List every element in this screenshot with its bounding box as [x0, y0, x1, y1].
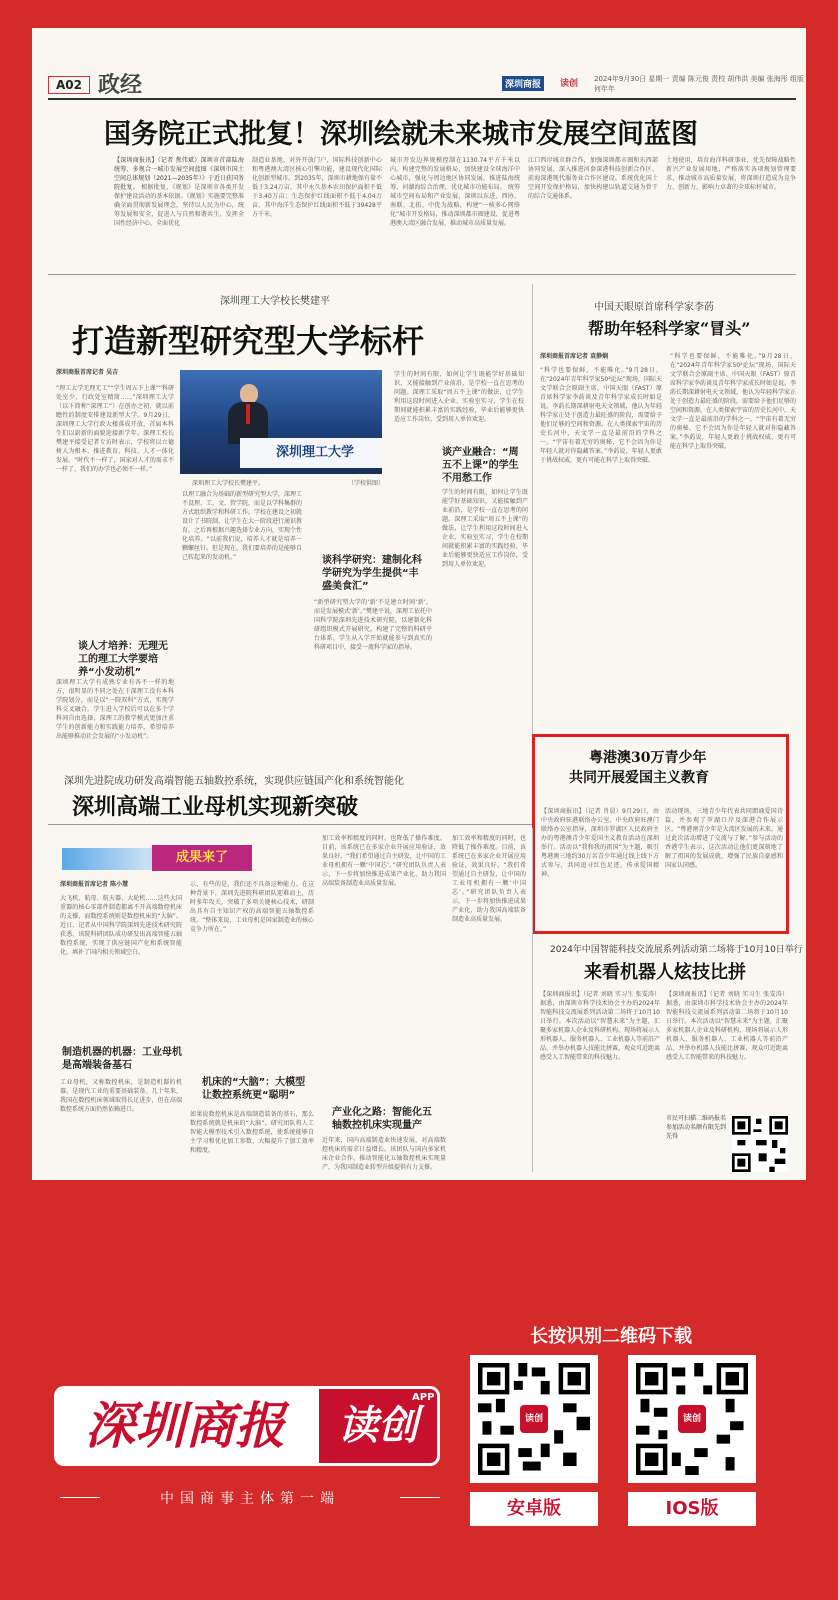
article2-body-left: “理工大学无理无工”“学生周五下上课”“科研处室少、行政处室精简……”深圳理工大学（以下简称“深理工”）在创办之初，就以前瞻性的制度安排建设新型大学。9月29日，深圳理工大学行政大楼落成开放，首届本科生们以崭新的面貌迎接新学年。深理工校长樊建平接受记者专访时表示，学校将以立德树人为根本，推进教育、科技、人才一体化发展。“时代不一样了，国家对人才的需求不一样了，我们的办学也必须不一样。” — [56, 385, 174, 473]
divider — [532, 284, 533, 736]
article6-qr-note: 市民可扫描二维码报名参加活动名额有限先到先得 — [666, 1115, 726, 1140]
article1-paragraph: 城市开发边界规模控制在1130.74平方千米以内。构建完整的发展格局，加快建设全球海洋中心城市，强化与周边地区协同发展，推进陆海统筹、河湖海综合治理，优化城市功能布局。 — [390, 157, 520, 191]
slogan-rule-right — [400, 1497, 440, 1498]
divider — [48, 824, 532, 825]
article2-body-left2: 深圳理工大学有成熟专业有各不一样的地方，很明显的不同之处在于深理工没有本科学院划分，而是以“一院双科”方式，实现学科交叉融合。学生进入学校后可以在多个学科间自由选择，深理工的教学模式更加注重学生的创新能力和实践能力培养，希望培养出能够推动社会发展的“小发动机”。 — [56, 679, 174, 740]
masthead-logo: 深圳商报 — [502, 76, 544, 91]
article3-reporter: 深圳商报首席记者 袁静娴 — [540, 353, 609, 360]
dateline: 2024年9月30日 星期一 责编 陈元俊 责校 胡伟洪 美编 张海彤 组版 何年年 — [594, 75, 804, 93]
article5-body-far-right: 加工效率和精度的同时，也降低了操作难度。目前，该系统已在多家企业开展应用验证，效果良好。“我们希望通过自主研发，让中国的工业母机拥有一颗‘中国芯’。”研究团队负责人表示，下一步将加快推进成果产业化，助力我国高端装备制造业高质量发展。 — [452, 835, 526, 923]
masthead-logo-app: 读创 — [560, 79, 579, 89]
article1-col3 — [390, 156, 520, 262]
article3-kicker: 中国天眼原首席科学家李菂 — [594, 302, 714, 313]
article5-headline: 深圳高端工业母机实现新突破 — [72, 794, 359, 820]
article2-body-mid2: “新型研究型大学的‘新’不是建立时间‘新’，而是发展模式‘新’。”樊建平说，深理工依托中国科学院深圳先进技术研究院，以建制化科研组织模式开展研究，构建了完整的科研平台体系。学生从入学开始就能参与到真实的科研项目中，接受一流科学家的指导。 — [314, 599, 432, 651]
photo-president — [180, 370, 382, 474]
article1-paragraph: 【深圳商报讯】（记者 焦伟斌）深圳市首部陆海统筹、多规合一城市发展空间蓝图《深圳市国土空间总体规划（2021—2035年）》于近日获国务院批复。 — [114, 157, 244, 191]
logo-app-name: 读创 — [316, 1386, 440, 1466]
article2-body-right: 学生的时间有限，如何让学生既能学好基础知识，又能接触到产业前沿，是学校一直在思考的问题。深理工采取“周五不上课”的做法，让学生利用这段时间进入企业、实验室实习，学生在校期间就能积累丰富的实践经验，毕业后能够更快适应工作岗位，受到用人单位欢迎。 — [442, 489, 528, 568]
article6-kicker: 2024年中国智能科技交流展系列活动第二场将于10月10日举行 — [550, 945, 803, 955]
photo-caption: 深圳理工大学校长樊建平。 — [192, 480, 265, 487]
slogan: 中国商事主体第一端 — [160, 1491, 340, 1507]
page-header — [32, 28, 806, 98]
article5-body-mid2: 如果说数控机床是高端制造装备的基石，那么数控系统就是机床的“大脑”。研究团队将人工智能大模型技术引入数控系统，使系统能够自主学习和优化加工参数，大幅提升了加工效率和精度。 — [190, 1111, 314, 1154]
header-rule — [48, 98, 796, 100]
page-number: A02 — [48, 76, 90, 94]
article2-subhead-industry: 谈产业融合：“周五不上课”的学生不用愁工作 — [442, 447, 519, 484]
article4-headline-2: 共同开展爱国主义教育 — [569, 770, 709, 786]
article6-headline: 来看机器人炫技比拼 — [584, 962, 746, 983]
ios-qr-code[interactable] — [628, 1355, 756, 1483]
article4-body-right: 活动现场，三地青少年代表共同朗诵爱国诗篇，并参观了罗湖口岸及深港合作展示区。“粤港澳青少年是大湾区发展的未来，通过此次活动增进了交流与了解。”参与活动的香港学生表示，这次活动让他们更深刻地了解了祖国的发展成就，增强了民族自豪感和国家认同感。 — [665, 808, 783, 869]
divider — [48, 274, 796, 275]
android-qr-code[interactable] — [470, 1355, 598, 1483]
article5-subhead-industrialization: 产业化之路：智能化五轴数控机床实现量产 — [332, 1107, 432, 1131]
ios-label[interactable]: IOS版 — [628, 1492, 756, 1526]
article5-body-left2: 工业母机，又称数控机床，是制造机器的机器，是现代工业的重要基础装备。几十年来，我国在数控机床领域取得长足进步，但在高端数控系统方面仍然依赖进口。 — [60, 1079, 182, 1113]
article1-col2: 制造业基地、对外开放门户、国际科技创新中心和粤港澳大湾区核心引擎功能，建设现代化国际化创新型城市。到2035年，深圳市耕地保有量不低于3.24万亩，其中永久基本农田保护面积不低于3.40万亩；生态保护红线面积不低于4.04万亩，其中海洋生态保护红线面积不低于39428平方千米。 — [252, 157, 382, 218]
qr-badge: 读创 — [678, 1405, 706, 1433]
article5-subhead-mother-machine: 制造机器的机器：工业母机是高端装备基石 — [62, 1047, 182, 1071]
article2-headline: 打造新型研究型大学标杆 — [72, 322, 425, 360]
qr-pattern-icon — [732, 1116, 788, 1172]
article2-body-right-top: 学生的时间有限，如何让学生既能学好基础知识，又能接触到产业前沿，是学校一直在思考的问题。深理工采取“周五不上课”的做法，让学生利用这段时间进入企业、实验室实习，学生在校期间就能积累丰富的实践经验，毕业后能够更快适应工作岗位，受到用人单位欢迎。 — [394, 371, 524, 423]
article5-subhead-brain: 机床的“大脑”：大模型让数控系统更“聪明” — [202, 1077, 306, 1101]
article5-body-mid: 示，有些的是，我们还不具备这种能力。在这种背景下，深圳先进院科研团队迎难而上，历时多年攻关，突破了多项关键核心技术，研制出具有自主知识产权的高端智能五轴数控系统。“整体来说，工业母机是国家制造业的核心竞争力所在。” — [190, 881, 314, 933]
photo-credit: （学校供图） — [348, 480, 385, 487]
article5-reporter: 深圳商报首席记者 陈小慧 — [60, 881, 129, 888]
article1-headline: 国务院正式批复！深圳绘就未来城市发展空间蓝图 — [104, 119, 698, 150]
article2-reporter: 深圳商报首席记者 吴吉 — [56, 369, 119, 376]
article2-subhead-talent: 谈人才培养：无理无工的理工大学要培养“小发动机” — [78, 641, 168, 678]
article2-body-mid: 以理工融合为基础的新型研究型大学，深理工不设理、工、文、管学院，而是以学科集群的方式组织教学和科研工作。学校在建设之初就设计了书院制，让学生在大一阶段进行通识教育，之后再根据兴趣选择专业方向，实现个性化培养。“以前我们说，培养人才就是培养一颗螺丝钉。但是现在，我们要培养的是能够自己转起来的发动机。” — [182, 491, 302, 561]
article6-body-left: 【深圳商报讯】（记者 刘晓 实习生 张雯涛）据悉，由深圳市科学技术协会主办的2024年智能科技交流展系列活动第二场将于10月10日举行。本次活动以“智慧未来”为主题，汇聚多家机器人企业及科研机构，现场将展示人形机器人、服务机器人、工业机器人等前沿产品，并举办机器人技能比拼赛，观众可近距离感受人工智能带来的科技魅力。 — [540, 991, 660, 1061]
article5-kicker: 深圳先进院成功研发高端智能五轴数控系统，实现供应链国产化和系统智能化 — [64, 776, 404, 787]
article1-col5: 土地使用，培育海洋科研事业，优先保障战略性新兴产业发展用地，严格落实各项规划管理要求，推动城市高质量发展，将深圳打造成为竞争力、创新力、影响力卓著的全球标杆城市。 — [666, 157, 796, 191]
article4-headline-1: 粤港澳30万青少年 — [589, 750, 707, 766]
logo-app-tag: APP — [412, 1392, 435, 1403]
article5-body-right2: 近年来，国内高端制造业快速发展，对高端数控机床的需求日益增长。该团队与国内多家机床企业合作，推动智能化五轴数控机床实现量产，为我国制造业转型升级提供有力支撑。 — [322, 1137, 446, 1171]
photo-sign: 深圳理工大学 — [240, 438, 382, 468]
article3-body-left: “科学也要保鲜，不能唯化。”9月28日，在“2024年青年科学家50²论坛”现场，国际天文学联合会原副主席、中国天眼（FAST）原首席科学家李菂谈及青年科学家成长时如是说。李菂长期深耕射电天文领域，他认为年轻科学家正处于创造力最旺盛的阶段，需要给予他们足够的空间和资源。在人类探索宇宙的历史长河中，天文学一直是最前沿的学科之一。“宇宙有着无穷的奥秘，它不会因为你是年轻人就对你隐藏答案。”李菂说，年轻人更敢于挑战权威，更有可能在科学上取得突破。 — [540, 367, 662, 464]
person-figure — [228, 384, 268, 444]
article4-body-left: 【深圳商报讯】（记者 肖晨）9月29日，由中央政府驻港联络办公室、中央政府驻澳门联络办公室指导，深圳市罗湖区人民政府主办的粤港澳青少年爱国主义教育活动在深圳举行。活动以“我和我的祖国”为主题，吸引粤港澳三地约30万名青少年通过线上线下方式参与，共同追寻红色足迹，传承爱国精神。 — [541, 808, 659, 878]
download-title: 长按识别二维码下载 — [530, 1326, 692, 1347]
article5-body-left: 大飞机、航母、航天器、大轮机……这些大国重器的核心零部件制造都离不开高端数控机床的支撑，而数控系统则是数控机床的“大脑”。近日，记者从中国科学院深圳先进技术研究院获悉，该院科研团队成功研发出高端智能五轴数控系统，实现了供应链国产化和系统智能化，填补了国内相关领域空白。 — [60, 895, 182, 956]
newspaper-page — [32, 28, 806, 1180]
article1-paragraph: 根据批复，《规划》是深圳市各类开发保护建设活动的基本依据。《规划》实施要完整准确全面贯彻新发展理念，坚持以人民为中心，统筹发展和安全，促进人与自然和谐共生，发挥全国性经济中心，全面优化 — [114, 184, 244, 227]
article6-qr-code[interactable] — [732, 1116, 788, 1172]
article1-col1 — [114, 156, 244, 262]
article5-body-right: 加工效率和精度的同时，也降低了操作难度。目前，该系统已在多家企业开展应用验证，效果良好。“我们希望通过自主研发，让中国的工业母机拥有一颗‘中国芯’。”研究团队负责人表示，下一步将加快推进成果产业化，助力我国高端装备制造业高质量发展。 — [322, 835, 446, 887]
article1-paragraph: 统筹城市空间布局和产业发展，深圳以东进、西协、南联、北拓、中优为战略，构建“一核多心网络化”城市开发格局，推动深圳都市圈建设，促进粤港澳大湾区融合发展，推动城市高质量发展。 — [390, 184, 520, 227]
article1-col4: 江口西岸城市群合作，加强深圳都市圈和东西部协同发展，深入推进河套深港科技创新合作区、前海深港现代服务业合作区建设。系统优化国土空间开发保护格局，加快构建以轨道交通为骨干的综合交通体系。 — [528, 157, 658, 200]
article2-kicker: 深圳理工大学校长樊建平 — [220, 296, 330, 307]
section-title: 政经 — [98, 72, 143, 98]
article3-body-right: “科学也要保鲜，不能唯化。”9月28日，在“2024年青年科学家50²论坛”现场，国际天文学联合会原副主席、中国天眼（FAST）原首席科学家李菂谈及青年科学家成长时如是说。李菂长期深耕射电天文领域，他认为年轻科学家正处于创造力最旺盛的阶段，需要给予他们足够的空间和资源。在人类探索宇宙的历史长河中，天文学一直是最前沿的学科之一。“宇宙有着无穷的奥秘，它不会因为你是年轻人就对你隐藏答案。”李菂说，年轻人更敢于挑战权威，更有可能在科学上取得突破。 — [670, 353, 796, 450]
qr-badge: 读创 — [520, 1405, 548, 1433]
article2-subhead-research: 谈科学研究：建制化科学研究为学生提供“丰盛美食汇” — [322, 555, 422, 592]
article6-body-right: 【深圳商报讯】（记者 刘晓 实习生 张雯涛）据悉，由深圳市科学技术协会主办的2024年智能科技交流展系列活动第二场将于10月10日举行。本次活动以“智慧未来”为主题，汇聚多家机器人企业及科研机构，现场将展示人形机器人、服务机器人、工业机器人等前沿产品，并举办机器人技能比拼赛，观众可近距离感受人工智能带来的科技魅力。 — [666, 991, 788, 1061]
android-label[interactable]: 安卓版 — [470, 1492, 598, 1526]
article3-headline: 帮助年轻科学家“冒头” — [588, 319, 751, 338]
logo-text: 深圳商报 — [54, 1386, 316, 1466]
brand-logo — [54, 1386, 440, 1478]
divider — [532, 828, 533, 1172]
highlight-frame — [532, 734, 789, 934]
banner-tag: 成果来了 — [152, 845, 252, 871]
